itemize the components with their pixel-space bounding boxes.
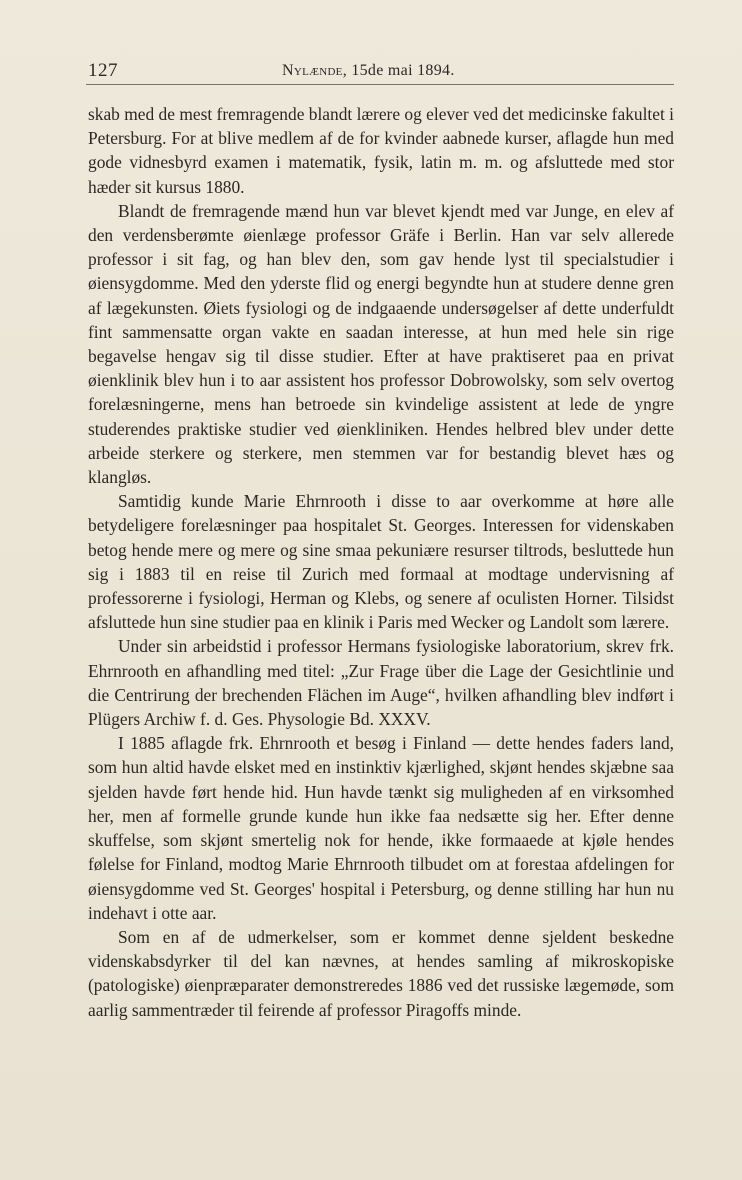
- paragraph-4: Under sin arbeidstid i professor Hermans fysiologiske laboratorium, skrev frk. Ehrnrooth en afhandling med titel: „Zur Frage über die Lage der Gesichtlinie und die Centrirung der brechenden Flächen im Auge“, hvilken afhandling blev indført i Plügers Archiw f. d. Ges. Physologie Bd. XXXV.: [88, 636, 674, 730]
- page-number: 127: [88, 60, 118, 81]
- paragraph-6: Som en af de udmerkelser, som er kommet denne sjeldent beskedne videnskabsdyrker til del kan nævnes, at hendes samling af mikroskopiske (patologiske) øienpræparater demonstreredes 1886 ved det russiske lægemøde, som aarlig sammentræder til feirende af professor Piragoffs minde.: [88, 926, 674, 1020]
- running-header: [86, 58, 674, 85]
- article-body: [88, 102, 674, 1022]
- issue-date: 15de mai 1894.: [351, 62, 455, 79]
- paragraph-1: skab med de mest fremragende blandt lærere og elever ved det medicinske fakultet i Petersburg. For at blive medlem af de for kvinder aabnede kurser, aflagde hun med gode vidnesbyrd examen i matematik, fysik, latin m. m. og afsluttede med stor hæder sit kursus 1880.: [88, 104, 674, 197]
- paragraph-5: I 1885 aflagde frk. Ehrnrooth et besøg i Finland — dette hendes faders land, som hun altid havde elsket med en instinktiv kjærlighed, skjønt hendes skjæbne saa sjelden havde ført hende hid. Hun havde tænkt sig muligheden af en virksomhed her, men af formelle grunde kunde hun ikke faa nedsætte sig her. Efter denne skuffelse, som skjønt smertelig nok for hende, ikke formaaede at kjøle hendes følelse for Finland, modtog Marie Ehrnrooth tilbudet om at forestaa afdelingen for øiensygdomme ved St. Georges' hospital i Petersburg, og denne stilling har hun nu indehavt i otte aar.: [88, 733, 674, 923]
- paragraph-2: Blandt de fremragende mænd hun var blevet kjendt med var Junge, en elev af den verdensberømte øienlæge professor Gräfe i Berlin. Han var selv allerede professor i sit fag, og han blev den, som gav hende lyst til specialstudier i øiensygdomme. Med den yderste flid og energi begyndte hun at studere denne gren af lægekunsten. Øiets fysiologi og de indgaaende undersøgelser af dette underfuldt fint sammensatte organ vakte en saadan interesse, at hun med hele sin rige begavelse hengav sig til disse studier. Efter at have praktiseret paa en privat øienklinik blev hun i to aar assistent hos professor Dobrowolsky, som selv overtog forelæsningerne, mens han betroede sin kvindelige assistent at lede de yngre studerendes praktiske studier ved øienkliniken. Hendes helbred blev under dette arbeide sterkere og sterkere, men stemmen var for bestandig blevet hæs og klangløs.: [88, 200, 674, 488]
- journal-name: Nylænde,: [282, 62, 348, 79]
- journal-issue-line: [282, 62, 455, 80]
- paragraph-3: Samtidig kunde Marie Ehrnrooth i disse to aar overkomme at høre alle betydeligere forelæsninger paa hospitalet St. Georges. Interessen for videnskaben betog hende mere og mere og sine smaa pekuniære resurser tiltrods, besluttede hun sig i 1883 til en reise til Zurich med formaal at modtage undervisning af professorerne i fysiologi, Herman og Klebs, og senere af oculisten Horner. Tilsidst afsluttede hun sine studier paa en klinik i Paris med Wecker og Landolt som lærere.: [88, 491, 674, 633]
